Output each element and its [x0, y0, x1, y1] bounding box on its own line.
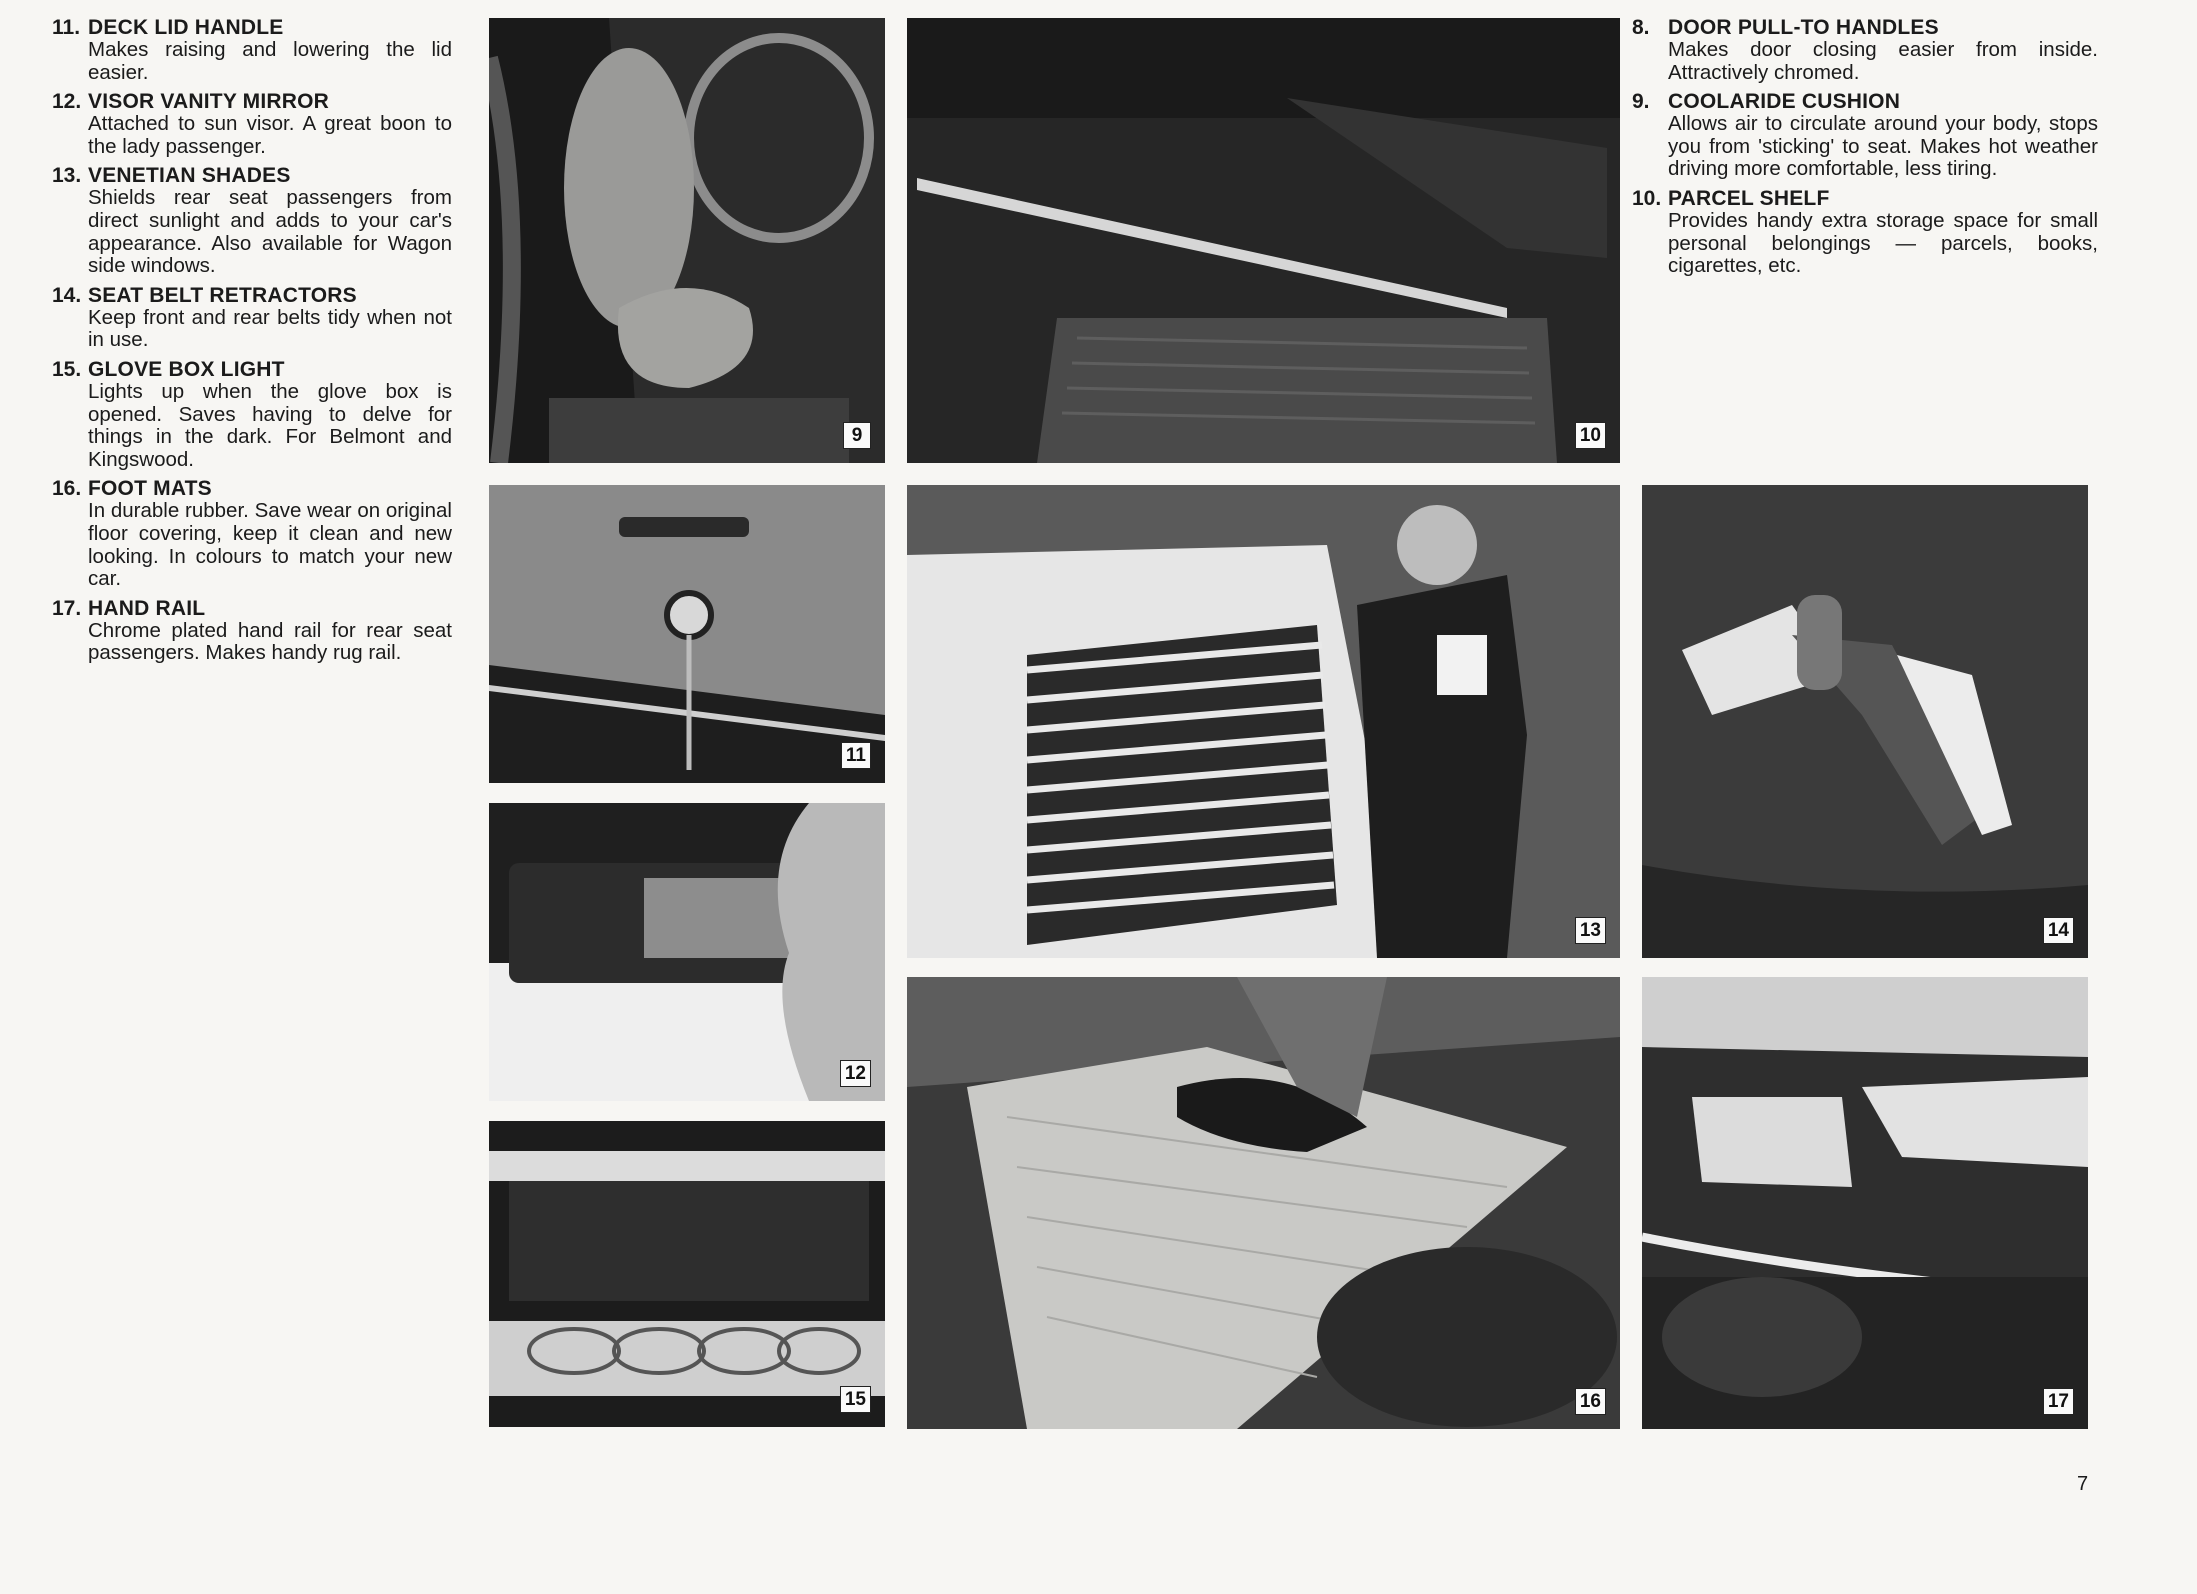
photo-number: 11 — [841, 742, 871, 769]
photo-number: 10 — [1575, 422, 1606, 449]
photo-deck-lid-handle — [489, 485, 885, 783]
item-number: 12. — [52, 90, 82, 114]
photo-visor-vanity-mirror — [489, 803, 885, 1101]
list-item — [52, 597, 452, 665]
item-number: 15. — [52, 357, 82, 381]
item-title: FOOT MATS — [88, 477, 212, 501]
list-item — [52, 164, 452, 277]
photo-number: 12 — [840, 1060, 871, 1087]
item-title: VISOR VANITY MIRROR — [88, 90, 330, 114]
item-title: DOOR PULL-TO HANDLES — [1668, 16, 1939, 39]
list-item — [52, 16, 452, 84]
photo-number: 15 — [840, 1386, 871, 1413]
item-number: 17. — [52, 596, 82, 620]
item-number: 10. — [1632, 186, 1662, 210]
photo-foot-mats — [907, 977, 1620, 1429]
list-item — [52, 358, 452, 471]
photo-number: 17 — [2043, 1388, 2074, 1415]
photo-number: 16 — [1575, 1388, 1606, 1415]
item-description: Shields rear seat passengers from direct sunlight and adds to your car's appearance. Also available for Wagon side windows. — [88, 186, 452, 278]
item-description: Lights up when the glove box is opened. Saves having to delve for things in the dark. For Belmont and Kingswood. — [88, 379, 452, 471]
list-item — [52, 90, 452, 158]
item-title: PARCEL SHELF — [1668, 186, 1830, 210]
item-number: 13. — [52, 164, 82, 188]
photo-number: 9 — [843, 422, 871, 449]
list-item — [52, 477, 452, 590]
item-description: Attached to sun visor. A great boon to the lady passenger. — [88, 112, 452, 158]
item-title: COOLARIDE CUSHION — [1668, 90, 1901, 114]
list-item — [1632, 187, 2098, 278]
item-description: Allows air to circulate around your body, stops you from 'sticking' to seat. Makes hot weather driving more comfortable, less tiring. — [1668, 112, 2098, 181]
item-title: DECK LID HANDLE — [88, 16, 284, 39]
photo-door-pull-handle — [907, 18, 1620, 463]
list-item — [1632, 90, 2098, 181]
item-title: HAND RAIL — [88, 596, 206, 620]
item-description: Makes raising and lowering the lid easier. — [88, 38, 452, 84]
item-description: Chrome plated hand rail for rear seat passengers. Makes handy rug rail. — [88, 618, 452, 665]
photo-venetian-shades — [907, 485, 1620, 958]
photo-coolaride-cushion — [489, 18, 885, 463]
item-number: 16. — [52, 477, 82, 501]
item-number: 9. — [1632, 90, 1650, 114]
list-item — [52, 284, 452, 352]
page-number: 7 — [2077, 1473, 2089, 1495]
photo-number: 13 — [1575, 917, 1606, 944]
item-number: 11. — [52, 16, 81, 39]
photo-seat-belt-retractor — [1642, 485, 2088, 958]
photo-glove-box-light — [489, 1121, 885, 1427]
photo-number: 14 — [2043, 917, 2074, 944]
item-number: 14. — [52, 283, 82, 307]
accessory-list-left — [52, 16, 452, 671]
item-title: SEAT BELT RETRACTORS — [88, 283, 357, 307]
photo-hand-rail — [1642, 977, 2088, 1429]
item-description: In durable rubber. Save wear on original floor covering, keep it clean and new looking. In colours to match your new car. — [88, 499, 452, 591]
item-number: 8. — [1632, 16, 1650, 39]
list-item — [1632, 16, 2098, 84]
accessory-list-right — [1632, 16, 2098, 284]
item-title: VENETIAN SHADES — [88, 164, 291, 188]
item-title: GLOVE BOX LIGHT — [88, 357, 285, 381]
item-description: Keep front and rear belts tidy when not in use. — [88, 305, 452, 352]
item-description: Makes door closing easier from inside. Attractively chromed. — [1668, 38, 2098, 84]
item-description: Provides handy extra storage space for small personal belongings — parcels, books, cigarettes, etc. — [1668, 208, 2098, 278]
